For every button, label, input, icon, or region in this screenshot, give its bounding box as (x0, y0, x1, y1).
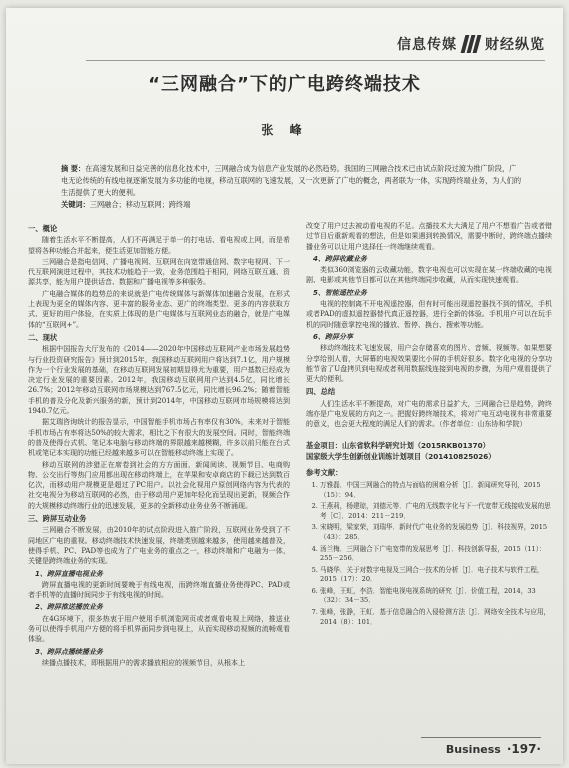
references-list (306, 481, 552, 627)
body-paragraph: 电视的控制离不开电视遥控器，但有时可能出现遥控器找不到的情况，手机或者PAD的虚拟遥控器替代真正遥控器，进行全新的体验。手机用户可以在玩手机的同时随意掌控电视的播放、暂停、换台、搜索等功能。 (306, 300, 552, 329)
abstract-text: 在高速发展和日益完善的信息化技术中，三网融合成为信息产业发展的必然趋势。我国的三网融合技术已由试点阶段过渡为推广阶段，广电无论传统的有线电视逐渐发展为多功能的电视，移动互联网的飞速发展，又一次更新了广电的概念，两者联为一体，实现跨终端业务，为人们的生活提供了更大的便利。 (61, 164, 522, 197)
body-paragraph: 跨屏直播电视的更新时间要晚于有线电视，而跨终端直播业务使得PC、PAD或者手机等的直播时间同步于有线电视的时间。 (28, 580, 290, 600)
body-paragraph: 在4G环境下，很多热衷于用户使用手机浏览网页或者观看电视上网络，推送业务可以使得手机用户方便的将手机界面同步到电视上，从而实现移动视频的流畅观看体验。 (28, 614, 290, 644)
reference-item: 2. 王燕莉，杨建琼，刘德元等．广电的无线数字化与下一代宽带无线接收发展的思考［C］．2014：211－219． (320, 502, 552, 521)
footer-brand: Business (445, 742, 501, 756)
page-number: ·197· (506, 742, 541, 756)
right-column (306, 221, 552, 629)
body-paragraph: 三网融合是指电信网、广播电视网、互联网在向宽带通信网、数字电视网、下一代互联网演进过程中，其技术功能趋于一致，业务范围趋于相同，网络互联互通、资源共享，能为用户提供话音、数据和广播电视等多种服务。 (28, 257, 290, 287)
article-title: “三网融合”下的广电跨终端技术 (148, 74, 421, 95)
keywords-text: 三网融合；移动互联网；跨终端 (89, 200, 191, 209)
section-heading: 三、跨屏互动业务 (28, 514, 87, 524)
header-section-left: 信息传媒 (397, 37, 457, 53)
body-paragraph: 根据中国报告大厅发布的《2014——2020年中国移动互联网产业市场发展趋势与行业投资研究报告》预计到2015年，我国移动互联网用户将达到7.1亿，用户规模作为一个行业发展的基础，在移动互联网发展初期显得尤为重要，用户基数已经成为决定行业发展的重要因素。2012年，我国移动互联网用户达到4.5亿，同比增长26.7%；2012年移动互联网市场规模达到767.5亿元，同比增长96.2%；随着智能手机的普及分化及新兴服务的新，预计到2014年，中国移动互联网市场规模将达到1940.7亿元。 (28, 345, 290, 416)
reference-item: 5. 马晓华．关于对数字电视及三网合一技术的分析［J］．电子技术与软件工程，2015（17）：20． (320, 566, 552, 585)
body-paragraph: 随着生活水平不断提高，人们不再满足于单一的打电话、看电视或上网，而是希望将各种功能合并起来，便生活更加智能方便。 (28, 236, 290, 255)
body-paragraph: 广电融合媒体的趋势总的来说就是广电传统媒体与新媒体加速融合发展，在形式上表现为更全的媒体内容、更丰富的服务业态、更广的终端类型、更多的内容获取方式、更好的用户体验，在实质上体现的是广电媒体与互联网业态的融合，就是广电媒体的“互联网+”。 (28, 289, 290, 329)
footer-rule (421, 737, 541, 738)
keywords-label: 关键词： (61, 200, 90, 209)
reference-item: 3. 宋晓明，梁家荣，刘瑞华．新时代广电业务的发展趋势［J］．科技视界，2015（43）：285． (320, 523, 552, 542)
section-heading: 一、概论 (28, 224, 58, 233)
right-column-body (306, 221, 552, 430)
subsection-heading: 3、跨屏点播续播业务 (35, 647, 103, 656)
body-paragraph: 人们生活水平不断提高，对广电的需求日益扩大，三网融合已是趋势，跨终端亦是广电发展的方向之一。把握好跨终端技术，将对广电互动电视有非常重要的意义，也会更大程度的满足人们的需求。（作者单位：山东协和学院） (306, 399, 552, 429)
page-footer (446, 742, 541, 756)
reference-item: 4. 汤兰梅．三网融合下广电宽带的发展思考［J］．科技创新导报，2015（11）：255－256． (320, 545, 552, 564)
body-paragraph: 改变了用户过去被动看电视的不足。点播技术大大满足了用户不想看广告或者错过节目后重新观看的想法，但是如果遇到转换情况，需要中断时，跨终端点播续播业务可以让用户选择任一终端继续观看。 (306, 222, 552, 251)
subsection-heading: 4、跨屏收藏业务 (313, 254, 367, 263)
abstract-paragraph (61, 163, 523, 199)
section-heading: 二、现状 (28, 332, 58, 342)
header-section-right: 财经纵览 (485, 37, 545, 53)
fund-line: 基金项目：山东省软科学研究计划（2015RKB01370） (306, 440, 490, 450)
article-author: 张 峰 (261, 123, 308, 137)
fund-line: 国家级大学生创新创业训练计划项目（201410825026） (306, 451, 496, 461)
reference-item: 1. 万雅磊．中国三网融合的特点与面临的困难分析［J］．新闻研究导刊，2015（15）：94． (320, 481, 552, 500)
abstract-label: 摘 要： (61, 164, 86, 173)
keywords-line (61, 199, 523, 211)
subsection-heading: 6、跨屏分享 (313, 332, 353, 341)
section-header (397, 34, 545, 54)
left-column (28, 221, 290, 669)
body-paragraph: 移动互联网的涉猎正在席卷到社会的方方面面，新闻阅读、视频节目、电商购物、公交出行等热门应用都出现在移动终端上，在苹果和安卓商店的下载已达到数百亿次，而移动用户规模更是超过了PC用户。以社会化视用户原创网络内容为代表的社交电视分为移动互联网的必然，由于移动用户更加年轻化而呈现出更新，视频合作的大规模移动终端行业的迅速发展，更多的全新移动业务业务不断涌现。 (28, 460, 290, 510)
body-paragraph: 类似360浏览器的云收藏功能，数字电视也可以实现在某一终端收藏的电视剧、电影或其他节目都可以在其他终端同步收藏，从而实现快速观看。 (306, 266, 552, 285)
reference-item: 6. 张峰，王虹，李浩．智能电视电视系统的研究［J］．价值工程，2014，33（32）：34－35． (320, 587, 552, 606)
body-paragraph: 据艾瑞咨询统计的报告显示，中国智能手机市场占有率仅有30%，未来对于智能手机市场占有率将达50%的较大需求，相比之下有很大的发展空间。同时，智能终端的普及使得台式机、笔记本电脑与移动终端的界限越来越模糊，许多以前只能在台式机或笔记本实现的功能已经越来越多可以在智能移动终端上实现了。 (28, 418, 290, 458)
header-rule (86, 60, 545, 61)
subsection-heading: 1、跨屏直播电视业务 (35, 569, 103, 578)
body-paragraph: 移动终端技术飞速发展，用户会存储喜欢的图片、音频、视频等。如果想要分享给别人看，大屏幕的电视效果要比小屏的手机好很多。数字化电视的分享功能节省了U盘拷贝到电视或者利用数据线连接到电视的步骤，为用户观看提供了更大的便利。 (306, 344, 552, 384)
body-paragraph: 三网融合不断发展，由2010年的试点阶段进入推广阶段，互联网业务受到了不同地区广电的重视。移动终端技术快速发展，终端类别越来越多，使用越来越普及，使得手机、PC、PAD等也成为了广电业务的重点之一，移动终端和广电融为一体，关键是跨终端业务的实现。 (28, 526, 290, 566)
abstract-block (61, 163, 523, 211)
body-paragraph: 续播点播技术，即根据用户的需求播放相应的视频节目，从根本上 (42, 658, 245, 667)
header-slash-icon (463, 35, 479, 53)
subsection-heading: 5、智能遥控业务 (313, 288, 367, 297)
fund-block (306, 440, 552, 462)
subsection-heading: 2、跨屏推送播放业务 (35, 603, 103, 612)
section-heading: 四、总结 (306, 387, 336, 397)
references-block (306, 468, 552, 628)
reference-item: 7. 张峰，张静，王虹．基于信息融合的入侵检测方法［J］．网络安全技术与应用，2014（8）：101． (320, 608, 552, 627)
references-title: 参考文献： (306, 467, 343, 477)
magazine-page (6, 8, 563, 764)
